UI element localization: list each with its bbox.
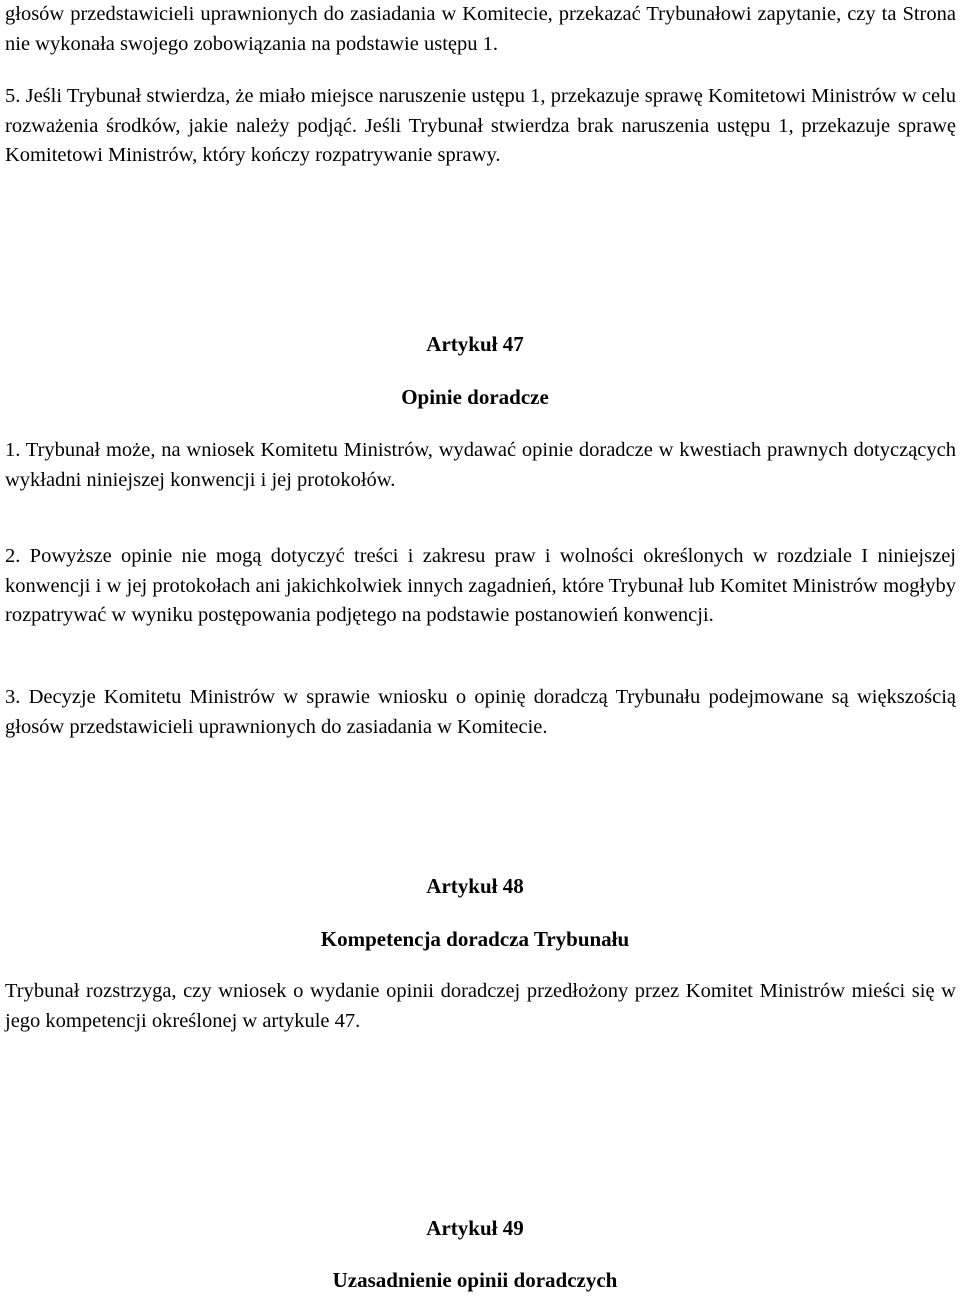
paragraph-5: 5. Jeśli Trybunał stwierdza, że miało miejsce naruszenie ustępu 1, przekazuje sprawę Komitetowi Ministrów w celu rozważenia środków, jakie należy podjąć. Jeśli Trybunał stwierdza brak naruszenia ustępu 1, przekazuje sprawę Komitetowi Ministrów, który kończy rozpatrywanie sprawy. bbox=[5, 85, 956, 166]
article-49-number: Artykuł 49 bbox=[426, 1216, 524, 1240]
article-47-paragraph-2: 2. Powyższe opinie nie mogą dotyczyć treści i zakresu praw i wolności określonych w rozdziale I niniejszej konwencji i w jej protokołach ani jakichkolwiek innych zagadnień, które Trybunał lub Komitet Ministrów mogłyby rozpatrywać w wyniku postępowania podjętego na podstawie postanowień konwencji. bbox=[5, 545, 956, 626]
article-48-paragraph-1: Trybunał rozstrzyga, czy wniosek o wydanie opinii doradczej przedłożony przez Komitet Ministrów mieści się w jego kompetencji określonej w artykule 47. bbox=[5, 980, 956, 1032]
article-49-title: Uzasadnienie opinii doradczych bbox=[332, 1268, 618, 1292]
article-47-title: Opinie doradcze bbox=[401, 385, 549, 409]
article-47-paragraph-3: 3. Decyzje Komitetu Ministrów w sprawie wniosku o opinię doradczą Trybunału podejmowane są większością głosów przedstawicieli uprawnionych do zasiadania w Komitecie. bbox=[5, 686, 956, 738]
article-48-number: Artykuł 48 bbox=[426, 874, 524, 898]
article-47-paragraph-1: 1. Trybunał może, na wniosek Komitetu Ministrów, wydawać opinie doradcze w kwestiach prawnych dotyczących wykładni niniejszej konwencji i jej protokołów. bbox=[5, 439, 956, 491]
paragraph-continuation: głosów przedstawicieli uprawnionych do zasiadania w Komitecie, przekazać Trybunałowi zapytanie, czy ta Strona nie wykonała swojego zobowiązania na podstawie ustępu 1. bbox=[5, 3, 956, 55]
article-47-number: Artykuł 47 bbox=[426, 332, 524, 356]
article-48-title: Kompetencja doradcza Trybunału bbox=[320, 927, 630, 951]
